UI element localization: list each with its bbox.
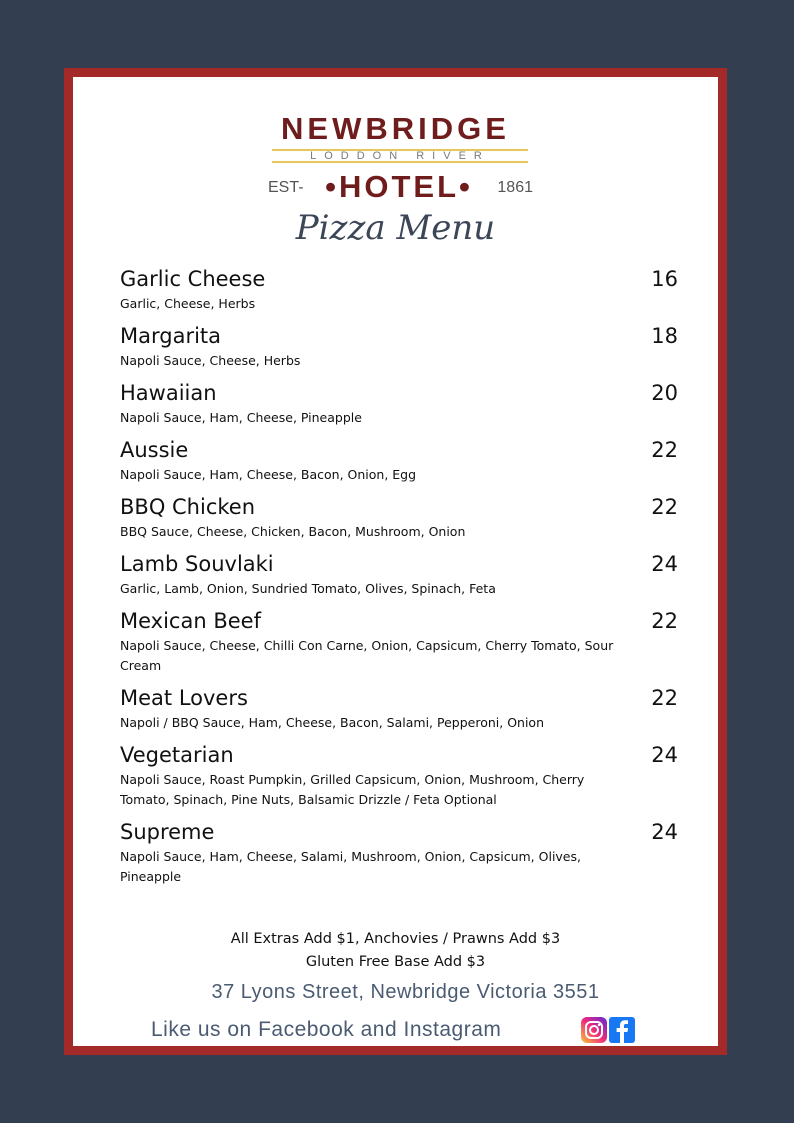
menu-item [120,264,678,314]
gluten-free-line: Gluten Free Base Add $3 [305,954,486,970]
page-title: Pizza Menu [295,208,496,248]
item-price: 24 [651,820,678,844]
item-description: Napoli Sauce, Roast Pumpkin, Grilled Capsicum, Onion, Mushroom, Cherry Tomato, Spinach, Pine Nuts, Balsamic Drizzle / Feta Optional [120,772,585,807]
menu-item [120,740,678,810]
item-description: Garlic, Lamb, Onion, Sundried Tomato, Olives, Spinach, Feta [120,581,496,596]
menu-frame [64,68,727,1055]
item-name: Margarita [120,324,222,348]
item-price: 16 [651,267,678,291]
item-name: Lamb Souvlaki [120,552,274,576]
item-name: Meat Lovers [120,686,248,710]
extras-note [73,928,718,974]
menu-item [120,492,678,542]
menu-items [120,264,678,894]
item-name: Aussie [120,438,189,462]
item-name: Supreme [120,820,215,844]
social-row [151,1017,651,1047]
item-price: 20 [651,381,678,405]
item-name: Mexican Beef [120,609,261,633]
menu-item [120,321,678,371]
item-description: Garlic, Cheese, Herbs [120,296,256,311]
extras-line: All Extras Add $1, Anchovies / Prawns Add $3 [230,931,561,947]
menu-item [120,817,678,887]
item-description: Napoli Sauce, Ham, Cheese, Pineapple [120,410,362,425]
menu-card [73,77,718,1046]
item-name: BBQ Chicken [120,495,256,519]
address: 37 Lyons Street, Newbridge Victoria 3551 [211,981,600,1003]
item-name: Vegetarian [120,743,234,767]
social-text: Like us on Facebook and Instagram [151,1018,502,1041]
item-price: 18 [651,324,678,348]
item-description: Napoli Sauce, Cheese, Herbs [120,353,301,368]
menu-item [120,683,678,733]
logo-hotel-row [268,169,533,205]
menu-item [120,378,678,428]
item-name: Garlic Cheese [120,267,266,291]
instagram-icon[interactable] [581,1017,607,1043]
logo-year: 1861 [497,179,533,196]
item-description: Napoli / BBQ Sauce, Ham, Cheese, Bacon, Salami, Pepperoni, Onion [120,715,544,730]
item-description: Napoli Sauce, Cheese, Chilli Con Carne, Onion, Capsicum, Cherry Tomato, Sour Cream [120,638,614,673]
item-price: 22 [651,609,678,633]
item-price: 24 [651,552,678,576]
item-price: 22 [651,495,678,519]
logo-hotel: •HOTEL• [325,169,473,204]
facebook-icon[interactable] [609,1017,635,1043]
item-description: Napoli Sauce, Ham, Cheese, Bacon, Onion, Egg [120,467,417,482]
menu-item [120,606,678,676]
item-price: 22 [651,686,678,710]
item-description: Napoli Sauce, Ham, Cheese, Salami, Mushroom, Onion, Capsicum, Olives, Pineapple [120,849,581,884]
item-description: BBQ Sauce, Cheese, Chicken, Bacon, Mushroom, Onion [120,524,466,539]
menu-item [120,435,678,485]
logo-est: EST- [268,179,304,196]
item-price: 24 [651,743,678,767]
menu-item [120,549,678,599]
item-name: Hawaiian [120,381,217,405]
logo-river: LODDON RIVER [310,150,490,162]
item-price: 22 [651,438,678,462]
logo-name: NEWBRIDGE [281,111,510,146]
